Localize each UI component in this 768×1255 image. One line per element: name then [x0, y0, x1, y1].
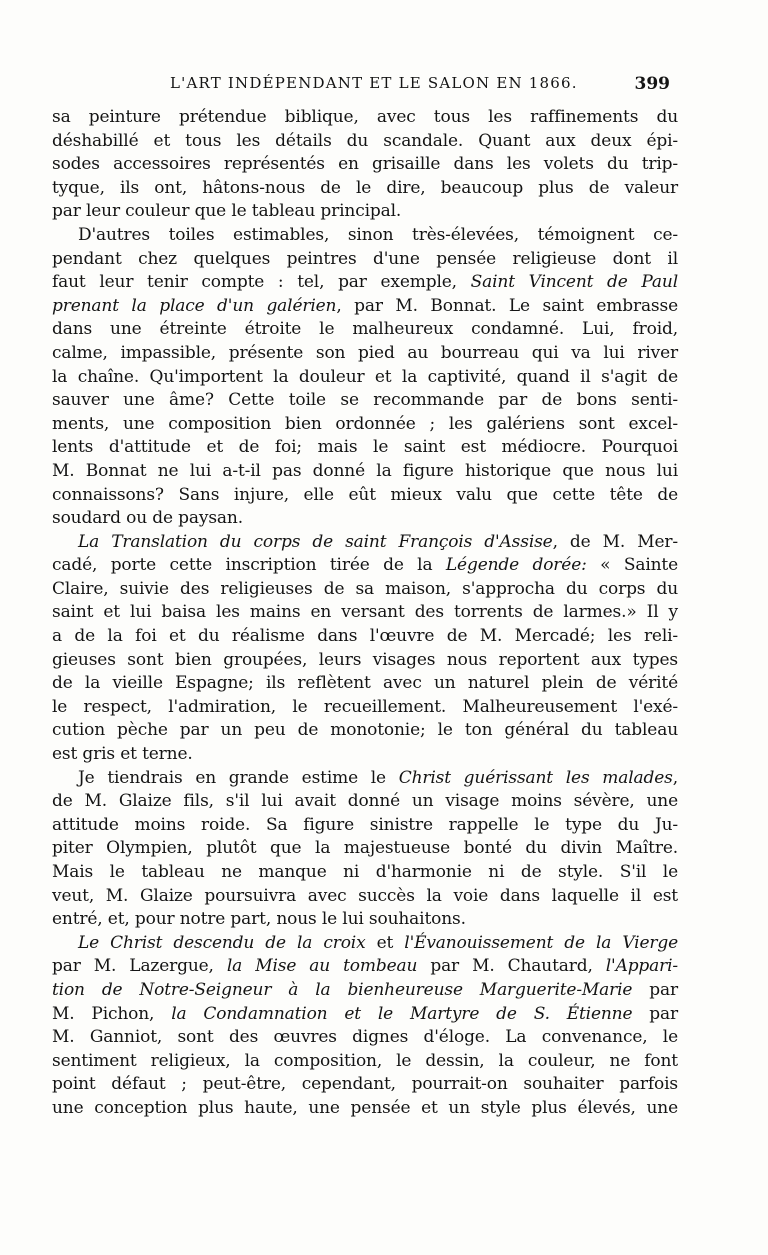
text-line — [52, 814, 678, 838]
text-line — [52, 979, 678, 1003]
text-line — [52, 531, 678, 555]
text-segment: gieuses sont bien groupées, leurs visages nous reportent aux types — [52, 649, 678, 670]
text-line — [52, 1073, 678, 1097]
text-segment: calme, impassible, présente son pied au bourreau qui va lui river — [52, 342, 678, 363]
italic-title-text: Le Christ descendu de la croix — [78, 932, 366, 953]
text-line — [52, 200, 678, 224]
text-segment: , — [672, 767, 678, 788]
text-line — [52, 389, 678, 413]
text-segment: cadé, porte cette inscription tirée de la — [52, 555, 446, 576]
italic-title-text: la Mise au tombeau — [226, 956, 418, 977]
text-line — [52, 885, 678, 909]
text-segment: ments, une composition bien ordonnée ; les galériens sont excel- — [52, 413, 678, 434]
italic-title-text: l'Appari- — [605, 956, 679, 977]
text-segment: saint et lui baisa les mains en versant des torrents de larmes.» Il y — [52, 602, 678, 623]
text-line — [52, 649, 678, 673]
text-segment: entré, et, pour notre part, nous le lui souhaitons. — [52, 909, 466, 930]
text-line — [52, 1026, 678, 1050]
text-line — [52, 130, 678, 154]
text-segment: sodes accessoires représentés en grisaille dans les volets du trip- — [52, 154, 678, 175]
text-line — [52, 908, 678, 932]
text-segment: de la vieille Espagne; ils reflètent avec un naturel plein de vérité — [52, 673, 678, 694]
text-segment: une conception plus haute, une pensée et un style plus élevés, une — [52, 1097, 678, 1118]
text-segment: M. Pichon, — [52, 1003, 172, 1024]
text-segment: Mais le tableau ne manque ni d'harmonie ni de style. S'il le — [52, 862, 678, 882]
text-segment: déshabillé et tous les détails du scandale. Quant aux deux épi- — [52, 130, 678, 151]
page-number: 399 — [634, 74, 670, 94]
text-segment: par M. Chautard, — [417, 956, 606, 977]
running-title: L'ART INDÉPENDANT ET LE SALON EN 1866. — [170, 74, 578, 92]
text-segment: lents d'attitude et de foi; mais le saint est médiocre. Pourquoi — [52, 437, 678, 458]
text-line — [52, 342, 678, 366]
italic-title-text: Légende dorée: — [445, 555, 587, 576]
italic-title-text: prenant la place d'un galérien — [52, 295, 337, 316]
text-line — [52, 672, 678, 696]
text-segment: connaissons? Sans injure, elle eût mieux valu que cette tête de — [52, 484, 678, 505]
text-segment: soudard ou de paysan. — [52, 508, 243, 529]
text-segment: par leur couleur que le tableau principal. — [52, 201, 402, 222]
text-line — [52, 436, 678, 460]
text-segment: D'autres toiles estimables, sinon très-élevées, témoignent ce- — [78, 224, 678, 245]
text-line — [52, 578, 678, 602]
text-line — [52, 248, 678, 272]
text-segment: M. Bonnat ne lui a-t-il pas donné la figure historique que nous lui — [52, 460, 678, 481]
text-line — [52, 224, 678, 248]
text-line — [52, 484, 678, 508]
text-segment: et — [365, 932, 405, 953]
text-line — [52, 1097, 678, 1121]
text-segment: M. Ganniot, sont des œuvres dignes d'éloge. La convenance, le — [52, 1027, 678, 1048]
text-line — [52, 767, 678, 791]
italic-title-text: Saint Vincent de Paul — [470, 272, 678, 293]
text-segment: par M. Lazergue, — [52, 956, 227, 977]
text-segment: , de M. Mer- — [552, 531, 678, 552]
text-segment: est gris et terne. — [52, 744, 193, 765]
text-line — [52, 318, 678, 342]
text-line — [52, 153, 678, 177]
text-line — [52, 743, 678, 767]
text-segment: pendant chez quelques peintres d'une pensée religieuse dont il — [52, 248, 678, 269]
italic-title-text: Christ guérissant les malades — [398, 767, 673, 788]
italic-title-text: La Translation du corps de saint François d'Assise — [78, 531, 553, 552]
text-segment: le respect, l'admiration, le recueillement. Malheureusement l'exé- — [52, 696, 678, 717]
text-segment: par — [632, 979, 678, 1000]
text-line — [52, 295, 678, 319]
text-segment: sentiment religieux, la composition, le dessin, la couleur, ne font — [52, 1050, 678, 1071]
text-line — [52, 271, 678, 295]
italic-title-text: la Condamnation et le Martyre de S. Étienne — [171, 1003, 633, 1024]
text-segment: point défaut ; peut-être, cependant, pourrait-on souhaiter parfois — [52, 1074, 678, 1095]
text-segment: piter Olympien, plutôt que la majestueuse bonté du divin Maître. — [52, 838, 678, 859]
text-segment: , par M. Bonnat. Le saint embrasse — [336, 295, 678, 316]
text-segment: faut leur tenir compte : tel, par exemple, — [52, 272, 471, 293]
text-segment: veut, M. Glaize poursuivra avec succès la voie dans laquelle il est — [52, 885, 678, 906]
text-line — [52, 554, 678, 578]
text-segment: cution pèche par un peu de monotonie; le ton général du tableau — [52, 720, 678, 741]
text-line — [52, 790, 678, 814]
text-line — [52, 625, 678, 649]
text-line — [52, 719, 678, 743]
italic-title-text: tion de Notre-Seigneur à la bienheureuse Marguerite-Marie — [52, 979, 633, 1000]
text-line — [52, 861, 678, 885]
text-segment: Je tiendrais en grande estime le — [78, 767, 399, 788]
text-line — [52, 601, 678, 625]
text-line — [52, 1003, 678, 1027]
text-line — [52, 177, 678, 201]
body-text — [52, 106, 678, 1121]
italic-title-text: l'Évanouissement de la Vierge — [404, 932, 678, 953]
text-segment: par — [632, 1003, 678, 1024]
text-segment: dans une étreinte étroite le malheureux condamné. Lui, froid, — [52, 319, 678, 340]
text-line — [52, 460, 678, 484]
text-line — [52, 507, 678, 531]
text-segment: de M. Glaize fils, s'il lui avait donné un visage moins sévère, une — [52, 791, 678, 812]
text-line — [52, 366, 678, 390]
text-segment: la chaîne. Qu'importent la douleur et la captivité, quand il s'agit de — [52, 366, 678, 387]
text-line — [52, 696, 678, 720]
text-segment: sa peinture prétendue biblique, avec tous les raffinements du — [52, 107, 678, 127]
text-segment: a de la foi et du réalisme dans l'œuvre de M. Mercadé; les reli- — [52, 626, 678, 647]
text-segment: attitude moins roide. Sa figure sinistre rappelle le type du Ju- — [52, 814, 678, 835]
text-line — [52, 106, 678, 130]
page-header — [150, 74, 670, 102]
text-segment: tyque, ils ont, hâtons-nous de le dire, beaucoup plus de valeur — [52, 177, 678, 198]
text-line — [52, 1050, 678, 1074]
text-line — [52, 837, 678, 861]
text-segment: « Sainte — [586, 555, 678, 576]
text-line — [52, 932, 678, 956]
text-line — [52, 413, 678, 437]
text-line — [52, 955, 678, 979]
text-segment: Claire, suivie des religieuses de sa maison, s'approcha du corps du — [52, 578, 678, 599]
text-segment: sauver une âme? Cette toile se recommande par de bons senti- — [52, 390, 678, 411]
